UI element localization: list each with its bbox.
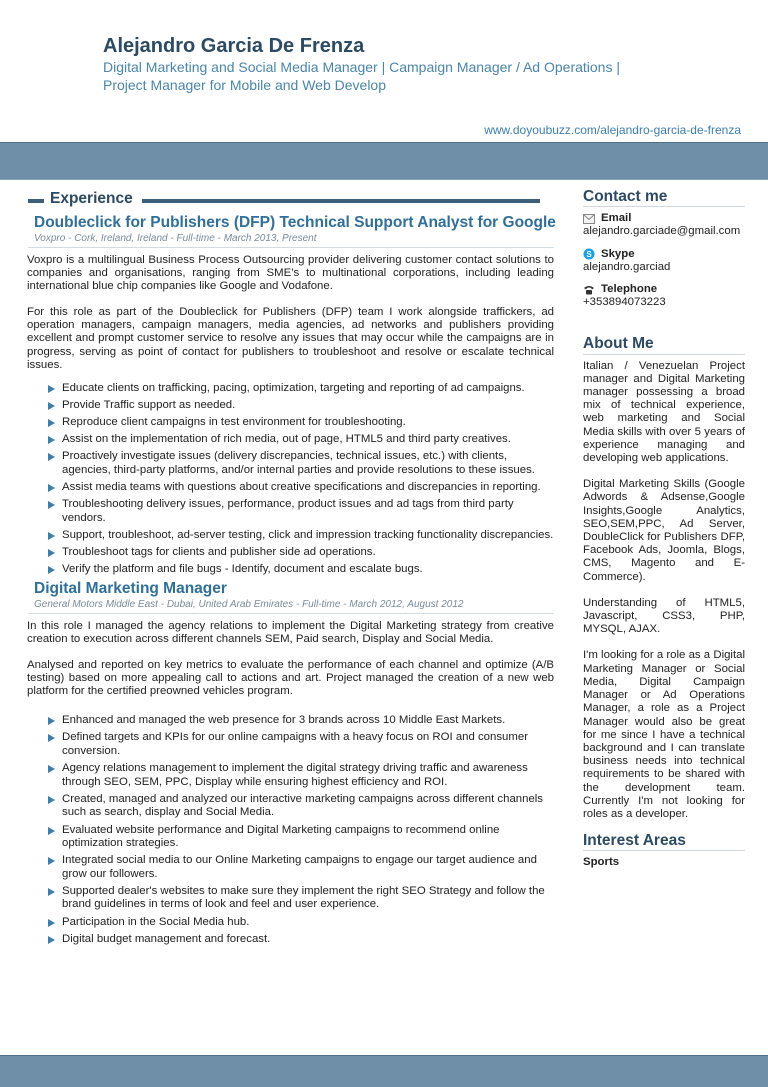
main-column: [28, 190, 554, 950]
experience-heading: [28, 190, 554, 210]
skype-icon: [583, 248, 595, 260]
interest-item: Sports: [583, 856, 620, 869]
list-item: Assist on the implementation of rich media, out of page, HTML5 and third party creatives.: [48, 433, 554, 447]
list-item: Enhanced and managed the web presence for 3 brands across 10 Middle East Markets.: [48, 714, 554, 728]
job-entry: [28, 214, 554, 576]
job-title: Doubleclick for Publishers (DFP) Technical Support Analyst for Google: [34, 214, 556, 231]
list-item: Support, troubleshoot, ad-server testing, click and impression tracking functionality discrepancies.: [48, 529, 554, 543]
bullet-arrow-icon: [48, 734, 55, 742]
bullet-arrow-icon: [48, 549, 55, 557]
job-bullets: [48, 382, 554, 577]
candidate-subtitle: [103, 58, 620, 94]
bullet-arrow-icon: [48, 796, 55, 804]
bullet-arrow-icon: [48, 857, 55, 865]
bullet-arrow-icon: [48, 402, 55, 410]
bullet-arrow-icon: [48, 936, 55, 944]
about-paragraph: Italian / Venezuelan Project manager and Digital Marketing manager possessing a broad mix of technical experience, web marketing and Social Media skills with over 5 years of experience managing and developing web applications.: [583, 359, 745, 465]
email-label: Email: [583, 212, 745, 225]
sidebar: [583, 190, 745, 870]
job-meta: Voxpro - Cork, Ireland, Ireland - Full-time - March 2013, Present: [28, 232, 554, 248]
page-header: [0, 0, 768, 142]
list-item: Assist media teams with questions about creative specifications and discrepancies in reporting.: [48, 481, 554, 495]
interests-heading: Interest Areas: [583, 834, 745, 851]
footer-band: [0, 1055, 768, 1087]
list-item: Evaluated website performance and Digital Marketing campaigns to recommend online optimization strategies.: [48, 824, 554, 851]
bullet-arrow-icon: [48, 484, 55, 492]
list-item: Digital budget management and forecast.: [48, 933, 554, 947]
about-heading: About Me: [583, 337, 745, 354]
contact-heading: Contact me: [583, 190, 745, 207]
experience-title: Experience: [50, 190, 139, 208]
phone-value[interactable]: +353894073223: [583, 296, 666, 309]
job-description: Voxpro is a multilingual Business Process Outsourcing provider delivering customer contact solutions to companies and organisations, ranging from SME’s to multinational corporations, including leading international blue chip companies like Google and Vodafone.: [27, 254, 554, 293]
telephone-icon: [583, 285, 595, 295]
job-description: Analysed and reported on key metrics to evaluate the performance of each channel and optimize (A/B testing) based on more appealing call to actions and art. Project managed the creation of a new web platform for the certified preowned vehicles program.: [27, 659, 554, 698]
list-item: Created, managed and analyzed our interactive marketing campaigns across different channels such as search, display and Social Media.: [48, 793, 554, 820]
heading-bar-left: [28, 199, 44, 203]
job-entry: [28, 580, 554, 946]
bullet-arrow-icon: [48, 919, 55, 927]
bullet-arrow-icon: [48, 827, 55, 835]
heading-bar-right: [142, 199, 540, 203]
bullet-arrow-icon: [48, 888, 55, 896]
list-item: Proactively investigate issues (delivery discrepancies, technical issues, etc.) with clients, agencies, third-party platforms, and/or internal parties and provide resolutions to these issues.: [48, 450, 554, 477]
envelope-icon: [583, 214, 595, 224]
list-item: Provide Traffic support as needed.: [48, 399, 554, 413]
subtitle-line-2: Project Manager for Mobile and Web Develop: [103, 77, 387, 93]
website-link[interactable]: www.doyoubuzz.com/alejandro-garcia-de-frenza: [484, 123, 741, 137]
about-paragraph: Digital Marketing Skills (Google Adwords & Adsense,Google Insights,Google Analytics, SEO,SEM,PPC, Ad Server, DoubleClick for Publishers DFP, Facebook Ads, Joomla, Blogs, CMS, Magento and E-Commerce).: [583, 478, 745, 583]
subtitle-line-1: Digital Marketing and Social Media Manager | Campaign Manager / Ad Operations |: [103, 59, 620, 75]
candidate-name: Alejandro Garcia De Frenza: [103, 35, 365, 57]
bullet-arrow-icon: [48, 501, 55, 509]
job-description: For this role as part of the Doubleclick for Publishers (DFP) team I work alongside traffickers, ad operation managers, campaign managers, media agencies, ad networks and publishers providing excellent and prompt customer service to resolve any issues that may occur while the campaigns are in progress, serving as point of contact for publishers to troubleshoot and resolve or escalate technical issues.: [27, 306, 554, 371]
job-bullets: [48, 714, 554, 946]
list-item: Verify the platform and file bugs - Identify, document and escalate bugs.: [48, 563, 554, 577]
header-band: [0, 142, 768, 180]
bullet-arrow-icon: [48, 419, 55, 427]
bullet-arrow-icon: [48, 566, 55, 574]
list-item: Agency relations management to implement the digital strategy driving traffic and awareness through SEO, SEM, PPC, Display while ensuring highest efficiency and ROI.: [48, 762, 554, 789]
skype-value[interactable]: alejandro.garciad: [583, 260, 671, 273]
list-item: Integrated social media to our Online Marketing campaigns to engage our target audience and grow our followers.: [48, 854, 554, 881]
skype-label: S Skype: [583, 248, 745, 261]
list-item: Participation in the Social Media hub.: [48, 916, 554, 930]
bullet-arrow-icon: [48, 436, 55, 444]
list-item: Educate clients on trafficking, pacing, optimization, targeting and reporting of ad campaigns.: [48, 382, 554, 396]
about-paragraph: Understanding of HTML5, Javascript, CSS3, PHP, MYSQL, AJAX.: [583, 596, 745, 636]
bullet-arrow-icon: [48, 385, 55, 393]
bullet-arrow-icon: [48, 717, 55, 725]
list-item: Defined targets and KPIs for our online campaigns with a heavy focus on ROI and consumer conversion.: [48, 731, 554, 758]
about-paragraph: I'm looking for a role as a Digital Marketing Manager or Social Media, Digital Campaign Manager or Ad Operations Manager, a role as a Project Manager would also be great for me since I have a technical background and I can translate business needs into technical requirements to be shared with the development team. Currently I'm not looking for roles as a developer.: [583, 649, 745, 820]
bullet-arrow-icon: [48, 765, 55, 773]
job-meta: General Motors Middle East - Dubai, United Arab Emirates - Full-time - March 2012, August 2012: [28, 598, 554, 614]
list-item: Troubleshoot tags for clients and publisher side ad operations.: [48, 546, 554, 560]
email-value[interactable]: alejandro.garciade@gmail.com: [583, 225, 741, 238]
bullet-arrow-icon: [48, 532, 55, 540]
phone-label: Telephone: [583, 283, 745, 296]
job-description: In this role I managed the agency relations to implement the Digital Marketing strategy from creative creation to execution across different channels SEM, Paid search, Display and Social Media.: [27, 619, 554, 645]
job-title: Digital Marketing Manager: [34, 579, 227, 597]
list-item: Supported dealer's websites to make sure they implement the right SEO Strategy and follow the brand guidelines in terms of look and feel and user experience.: [48, 885, 554, 912]
svg-text:S: S: [586, 250, 592, 260]
bullet-arrow-icon: [48, 453, 55, 461]
list-item: Troubleshooting delivery issues, performance, product issues and ad tags from third party vendors.: [48, 498, 554, 525]
list-item: Reproduce client campaigns in test environment for troubleshooting.: [48, 416, 554, 430]
